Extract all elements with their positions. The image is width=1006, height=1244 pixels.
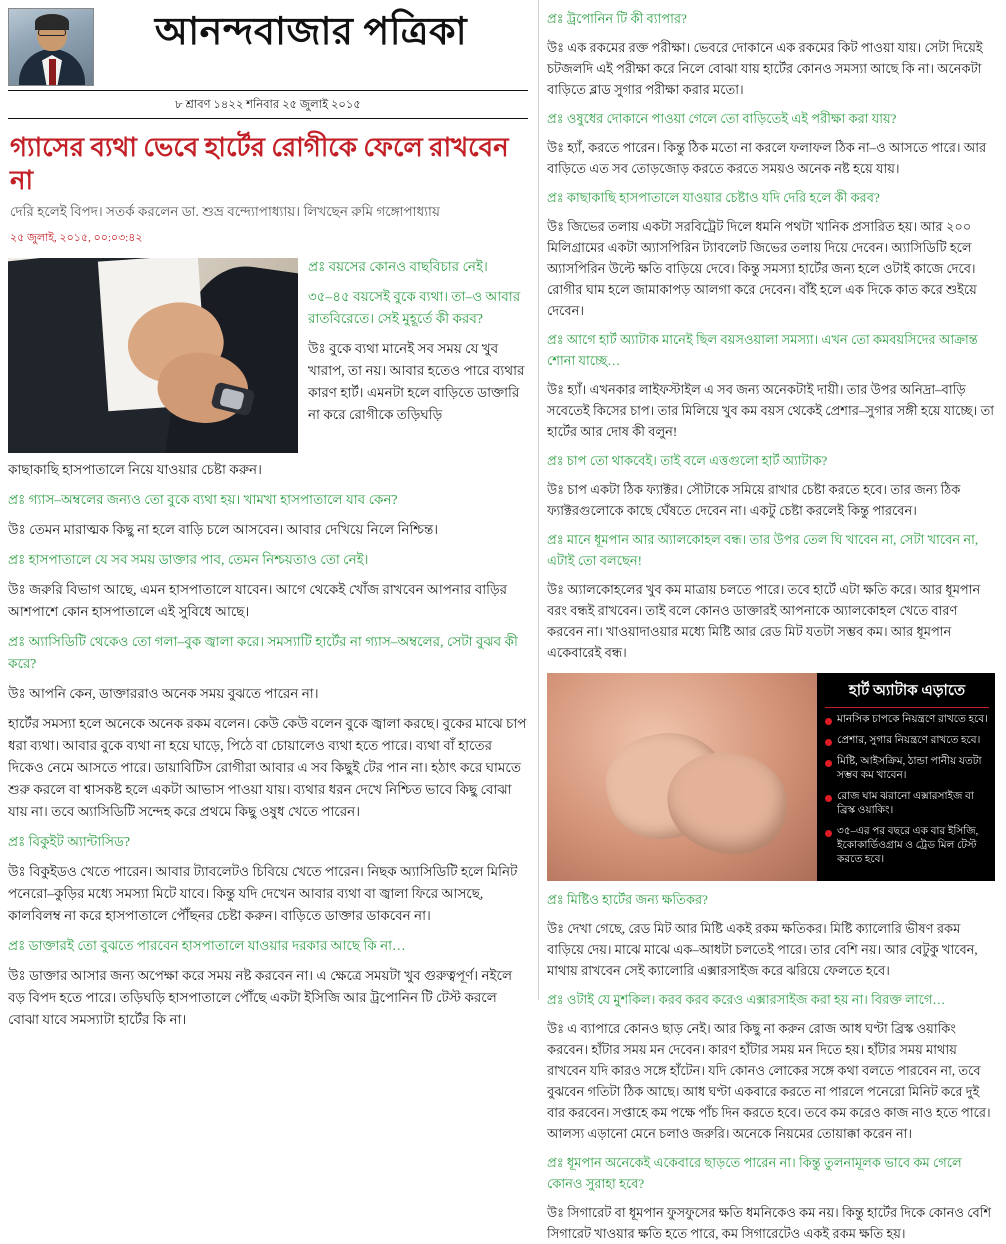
qa-answer: উঃ চাপ একটা ঠিক ফ্যাক্টর। সৌটাকে সমিয়ে রাখার চেষ্টা করতে হবে। তার জন্য ঠিক ফ্যাক্টর‌গুলোকে কাছে ঘেঁষতে দেবেন না। একটু চেষ্টা করলেই কিন্তু পারবেন। xyxy=(547,482,961,518)
qa-answer: উঃ জিভের তলায় একটা সরবিট্রেট দিলে ধমনি‌ পথটা খানিক প্রসারিত হয়। আর ২০০ মিলিগ্রামের একটা অ্যাসপিরিন ট্যাবলেট জিভের তলায় দিয়ে দেবেন। অ্যাসিডিটি হলে অ্যাসপিরিন উল্টে ক্ষতি বাড়িয়ে দেবে। কিন্তু সমস্যা হার্টের জন্য হলে ওটাই কাজে দেবে। রোগীর ঘাম হলে জামাকাপড় আলগা করে দেবেন। বাঁ‌ই হলে এক দিকে কাত করে শুইয়ে দেবেন। xyxy=(547,219,977,318)
list-item xyxy=(825,790,989,818)
infographic-photo xyxy=(547,673,817,881)
page-title: গ্যাসের ব্যথা ভেবে হার্টের রোগীকে ফেলে রাখবেন না xyxy=(10,133,509,195)
left-column xyxy=(0,0,538,1027)
masthead xyxy=(8,6,528,91)
bullet-icon xyxy=(825,718,832,725)
right-article-body-bottom xyxy=(547,889,996,1244)
left-article-body xyxy=(8,459,528,1031)
issue-date: ৮ শ্রাবণ ১৪২২ শনিবার ২৫ জুলাই ২০১৫ xyxy=(8,91,528,119)
article-timestamp: ২৫ জুলাই, ২০১৫, ০০:০৩:৪২ xyxy=(10,232,143,244)
qa-answer: উঃ সিগারেট বা ধূমপান ফুসফুসের ক্ষতি ধমনিকে‌ও কম নয়। কিন্তু হার্টের দিকে কোন‌ও বেশি সিগারেট খাওয়ার ক্ষতি হতে পারে, কম সিগারেটে‌ও একই রকম ক্ষতি হয়। xyxy=(547,1205,992,1241)
qa-question: প্রঃ মানে ধূমপান আর অ্যালকোহল বন্ধ। তার উপর তেল ঘি খাবেন না, সেটা খাবেন না, এটাই তো বলছেন! xyxy=(547,532,979,568)
columnist-portrait xyxy=(8,8,94,86)
paragraph: হার্টের সমস্যা হলে অনেকে অনেক রকম বলেন। কেউ কেউ বলেন বুকে জ্বালা করছে। বুকের মাঝে চাপ ধরা ব্যথা। আবার বুকে ব্যথা না হয়ে ঘাড়ে, পিঠে বা চোয়ালে‌ও ব্যথা হতে পারে। ব্যথা বাঁ হাতের দিকে‌ও নেমে আসতে পারে। ডায়াবিটিস রোগীরা আবার এ সব কিছুই টের পান না। হঠাৎ করে ঘামতে শুরু করলে বা শ্বাসকষ্ট হলে একটা আভাস পাওয়া যায়। ব্যথার ধরন দেখে নিশ্চিত ভাবে কিছু বোঝা যায় না। তবে অ্যাসিডিটি সন্দেহ করে প্রথমে কিছু ওষুধ খেতে পারেন। xyxy=(8,716,527,819)
list-item xyxy=(825,825,989,867)
qa-question: প্রঃ ওটাই যে মুশকিল। করব করব করে‌ও এক্সারসাইজ করা হয় না। বিরক্ত লাগে… xyxy=(547,992,946,1007)
qa-answer: উঃ ডাক্তার আসার জন্য অপেক্ষা করে সময় নষ্ট করবেন না। এ ক্ষেত্রে সময়টা খুব গুরুত্বপূর্ণ। নইলে বড় বিপদ হতে পারে। তড়িঘড়ি হাসপাতালে পৌঁছে একটা ইসিজি আর ট্রপোনিন টি টেস্ট করলে বোঝা যাবে সমস্যাটা হার্টের কি না। xyxy=(8,968,513,1027)
qa-question: প্রঃ ওষুধের দোকানে পাওয়া গেলে তো বাড়িতেই এই পরীক্ষা করা যায়? xyxy=(547,111,897,126)
qa-question: প্রঃ বিকুইট অ্যান্টাসিড? xyxy=(8,834,130,849)
right-article-body-top xyxy=(547,8,996,663)
infographic-item-label: ৩৫–এর পর বছরে এক বার ইসিজি, ইকোকার্ডিওগ্রাম ও ট্রেড মিল টেস্ট করতে হবে। xyxy=(837,826,979,865)
qa-question: প্রঃ আগে হার্ট অ্যাটাক মানেই ছিল বয়সওয়ালা সমস্যা। এখন তো কমবয়সিদের আক্রান্ত শোনা যাচ্ছে… xyxy=(547,332,978,368)
infographic-item-label: মানসিক চাপকে নিয়ন্ত্রণে রাখতে হবে। xyxy=(837,714,988,725)
qa-answer: উঃ এক রকমের রক্ত পরীক্ষা। ভেবরে দোকানে এক রকমের কিট পাওয়া যায়। সেটা দিয়েই চটজলদি এই পরীক্ষা করে নিলে বোঝা যায় হার্টের কোনও সমস্যা আছে কি না। অনেকটা বাড়িতে ব্লাড সুগার পরীক্ষা করার মতো। xyxy=(547,40,983,97)
qa-answer: উঃ আপনি কেন, ডাক্তাররা‌ও অনেক সময় বুঝতে পারেন না। xyxy=(8,686,319,701)
qa-answer: উঃ দেখা গেছে, রেড মিট আর মিষ্টি একই রকম ক্ষতিকর। মিষ্টি ক্যালোরি ভীষণ রকম বাড়িয়ে দেয়। মাঝে মাঝে এক–আধটা চলতে‌ই পারে। তার বেশি নয়। আর বেটুকু খাবেন, মাথায় রাখবেন সেই ক্যালোরি এক্সারসাইজ করে ঝরিয়ে ফেলতে হবে। xyxy=(547,921,978,978)
bullet-icon xyxy=(825,830,832,837)
list-item xyxy=(825,734,989,748)
infographic-item-label: রোজ ঘাম ঝরানো এক্সারসাইজ বা ব্রিস্ক ওয়াকিং। xyxy=(837,791,974,816)
qa-question: প্রঃ চাপ তো থাকবেই। তাই বলে এত্তগুলো হার্ট অ্যাটাক? xyxy=(547,453,828,468)
infographic-title: হার্ট অ্যাটাক এড়াতে xyxy=(825,679,989,708)
qa-answer: উঃ হ্যাঁ। এখনকার লাইফস্টাইল এ সব জন্য অনেকটাই দায়ী। তার উপর অনিদ্রা–বাড়ি সবেতেই কিসের চাপ। তার মিলিয়ে খুব কম বয়স থেকেই প্রেশার–সুগার সঙ্গী হয়ে যাচ্ছে। তা হার্টের আর দোষ কী বলুন! xyxy=(547,382,995,439)
masthead-title xyxy=(94,6,528,54)
qa-question: প্রঃ ডাক্তার‌ই তো বুঝতে পারবেন হাসপাতালে যাওয়ার দরকার আছে কি না… xyxy=(8,938,406,953)
qa-question: প্রঃ অ্যাসিডিটি থেকে‌ও তো গলা–বুক জ্বালা করে। সমস্যাটি হার্টের না গ্যাস–অম্বলের, সেটা বুঝব কী করে? xyxy=(8,634,518,671)
list-item xyxy=(825,713,989,727)
bullet-icon xyxy=(825,795,832,802)
qa-answer: উঃ বুকে ব্যথা মানেই সব সময় যে খুব খারাপ, তা নয়। আবার হতে‌ও পারে ব্যথার কারণ হার্ট। এমনটা হলে বাড়িতে ডাক্তারি না করে রোগীকে তড়িঘড়ি xyxy=(308,341,525,422)
qa-question: প্রঃ গ্যাস–অম্বলের জন্য‌ও তো বুকে ব্যথা হয়। খামখা হাসপাতালে যাব কেন? xyxy=(8,492,398,507)
qa-answer: উঃ জরুরি বিভাগ আছে, এমন হাসপাতালে যাবেন। আগে থেকেই খোঁজ রাখবেন আপনার বাড়ির আশপাশে কোন হাসপাতালে এই সুবিধে আছে। xyxy=(8,582,508,619)
qa-question: প্রঃ বয়সের কোন‌ও বাছবিচার নেই। xyxy=(308,259,488,274)
qa-question: প্রঃ ধূমপান অনেকেই একেবারে ছাড়তে পারেন না। কিন্তু তুলনামূলক ভাবে কম গেলে কোন‌ও সুরাহা হবে? xyxy=(547,1155,962,1191)
newspaper-logo: আনন্দবাজার পত্রিকা xyxy=(154,11,468,53)
infographic-item-label: মিষ্টি, আইসক্রিম, ঠান্ডা পানীয় যতটা সম্ভব কম খাবেন। xyxy=(837,756,982,781)
bullet-icon xyxy=(825,739,832,746)
qa-question: প্রঃ কাছাকাছি হাসপাতালে যাওয়ার চেষ্টা‌ও যদি দেরি হলে কী করব? xyxy=(547,190,880,205)
qa-answer: উঃ এ ব্যাপারে কোন‌ও ছাড় নেই। আর কিছু না করুন রোজ আধ ঘণ্টা ব্রিস্ক ওয়াকিং করবেন। হাঁটার সময় মন দেবেন। কারণ হাঁটার সময় মন দিতে হয়। হাঁটার সময় মাথায় রাখবেন যদি কারও সঙ্গে হাঁটেন। যদি কোন‌ও লোকের সঙ্গে কথা বলতে পারবেন না, তবে বুঝবেন গতিটা ঠিক আছে। আধ ঘণ্টা একবারে করতে না পারলে পনেরো মিনিট করে দুই বার করবেন। সপ্তাহে কম পক্ষে পাঁচ দিন করতে হবে। তবে কম করেও কাজ না‌ও হতে পারে। আলস্য এড়ানো মেনে চলা‌ও জরুরি। অনেকে নিয়মের তোয়াক্কা করেন না। xyxy=(547,1021,991,1141)
infographic-heart-attack xyxy=(547,673,995,881)
qa-answer: উঃ হ্যাঁ, করতে পারেন। কিন্তু ঠিক মতো না করলে ফলাফল ঠিক না–ও আসতে পারে। আর বাড়িতে এত সব তোড়জোড় করতে করতে সময়‌ও অনেক নষ্ট হয়ে যায়। xyxy=(547,140,987,176)
article-subhead: দেরি হলেই বিপদ। সতর্ক করলেন ডা. শুভ্র বন্দ্যোপাধ্যায়। লিখছেন রুমি গঙ্গোপাধ্যায় xyxy=(10,204,440,219)
qa-answer: উঃ তেমন মারাত্মক কিছু না হলে বাড়ি চলে আসবেন। আবার দেখিয়ে নিলে নিশ্চিন্ত। xyxy=(8,522,439,537)
qa-question: প্রঃ হাসপাতালে যে সব সময় ডাক্তার পাব, তেমন নিশ্চয়তা‌ও তো নেই। xyxy=(8,552,369,567)
infographic-item-label: প্রেশার‌, সুগার নিয়ন্ত্রণে রাখতে হবে। xyxy=(837,735,981,746)
infographic-panel xyxy=(817,673,995,881)
paragraph: কাছাকাছি হাসপাতালে নিয়ে যাওয়ার চেষ্টা করুন। xyxy=(8,462,262,477)
qa-question: প্রঃ মিষ্টি‌ও হার্টের জন্য ক্ষতিকর? xyxy=(547,892,708,907)
qa-answer: উঃ বিকুইড‌ও খেতে পারেন। আবার ট্যাবলেট‌ও চিবিয়ে খেতে পারেন। নিছক অ্যাসিডিটি হলে মিনিট পনেরো–কুড়ির মধ্যে সমস্যা মিটে যাবে। কিন্তু যদি দেখেন আবার ব্যথা বা জ্বালা ফিরে আসছে, কালবিলম্ব না করে হাসপাতালে পৌঁছনর চেষ্টা করুন। বাড়িতে ডাক্তার ডাকবেন না। xyxy=(8,864,518,923)
article-photo xyxy=(8,258,298,453)
qa-question: ৩৫–৪৫ বয়সেই বুকে ব্যথা। তা–ও আবার রাতবিরেতে। সেই মুহূর্তে কী করব? xyxy=(308,289,521,326)
right-column xyxy=(538,0,1006,1241)
qa-answer: উঃ অ্যালকোহলের খুব কম মাত্রায় চলতে পারে। তবে হার্টে এটা ক্ষতি করে। আর ধূমপান বরং বন্ধ‌ই রাখবেন। তাই বলে কোন‌ও ডাক্তার‌ই আপনাকে অ্যালকোহল খেতে বারণ করবেন না। খাওয়াদাওয়ার মধ্যে মিষ্টি আর রেড মিট যতটা সম্ভব কম। আর ধূমপান একেবারেই বন্ধ। xyxy=(547,582,981,660)
bullet-icon xyxy=(825,760,832,767)
qa-question: প্রঃ ট্রপোনিন টি কী ব্যাপার? xyxy=(547,11,687,26)
list-item xyxy=(825,755,989,783)
